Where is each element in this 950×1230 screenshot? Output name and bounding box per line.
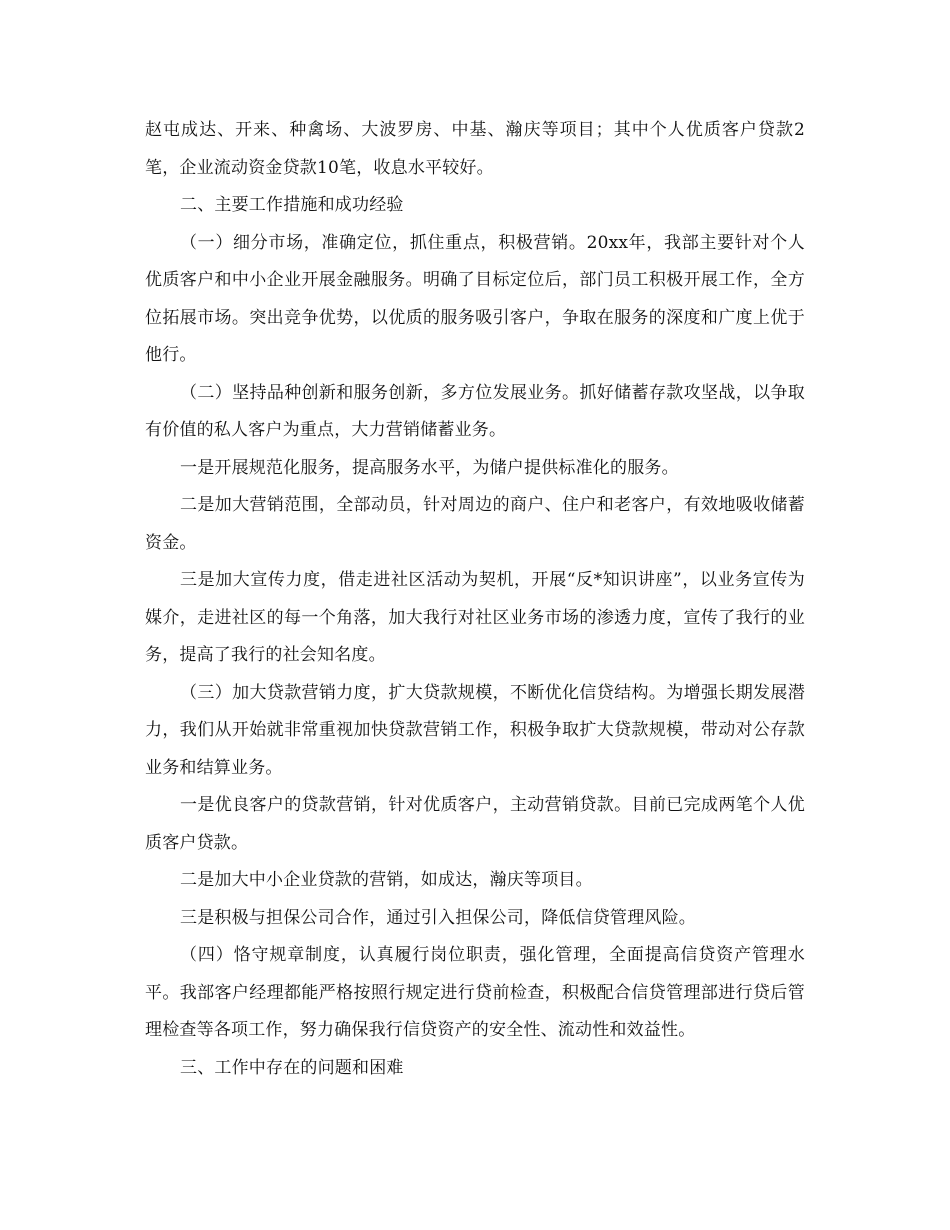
paragraph-subsection-2: （二）坚持品种创新和服务创新，多方位发展业务。抓好储蓄存款攻坚战，以争取有价值的私人客户为重点，大力营销储蓄业务。 — [145, 382, 805, 440]
paragraph-item-6: 三是积极与担保公司合作，通过引入担保公司，降低信贷管理风险。 — [180, 907, 696, 928]
section-heading-3: 三、工作中存在的问题和困难 — [180, 1057, 404, 1078]
paragraph-item-5: 二是加大中小企业贷款的营销，如成达，瀚庆等项目。 — [180, 870, 593, 890]
paragraph-item-3: 三是加大宣传力度，借走进社区活动为契机，开展“反*知识讲座”，以业务宣传为媒介，走进社区的每一个角落，加大我行对社区业务市场的渗透力度，宣传了我行的业务，提高了我行的社会知名度。 — [145, 570, 805, 665]
paragraph-subsection-1: （一）细分市场，准确定位，抓住重点，积极营销。20xx年，我部主要针对个人优质客户和中小企业开展金融服务。明确了目标定位后，部门员工积极开展工作，全方位拓展市场。突出竞争优势，以优质的服务吸引客户，争取在服务的深度和广度上优于他行。 — [145, 232, 805, 365]
paragraph-subsection-3: （三）加大贷款营销力度，扩大贷款规模，不断优化信贷结构。为增强长期发展潜力，我们从开始就非常重视加快贷款营销工作，积极争取扩大贷款规模，带动对公存款业务和结算业务。 — [145, 682, 805, 778]
paragraph-item-4: 一是优良客户的贷款营销，针对优质客户，主动营销贷款。目前已完成两笔个人优质客户贷款。 — [145, 795, 805, 853]
paragraph-item-1: 一是开展规范化服务，提高服务水平，为储户提供标准化的服务。 — [180, 457, 679, 478]
paragraph-subsection-4: （四）恪守规章制度，认真履行岗位职责，强化管理，全面提高信贷资产管理水平。我部客户经理都能严格按照行规定进行贷前检查，积极配合信贷管理部进行贷后管理检查等各项工作，努力确保我行信贷资产的安全性、流动性和效益性。 — [145, 945, 805, 1040]
section-heading-2: 二、主要工作措施和成功经验 — [180, 195, 404, 215]
document-page — [145, 112, 805, 1087]
paragraph-continuation: 赵屯成达、开来、种禽场、大波罗房、中基、瀚庆等项目；其中个人优质客户贷款2笔，企业流动资金贷款10笔，收息水平较好。 — [145, 120, 805, 178]
paragraph-item-2: 二是加大营销范围，全部动员，针对周边的商户、住户和老客户，有效地吸收储蓄资金。 — [145, 495, 805, 553]
